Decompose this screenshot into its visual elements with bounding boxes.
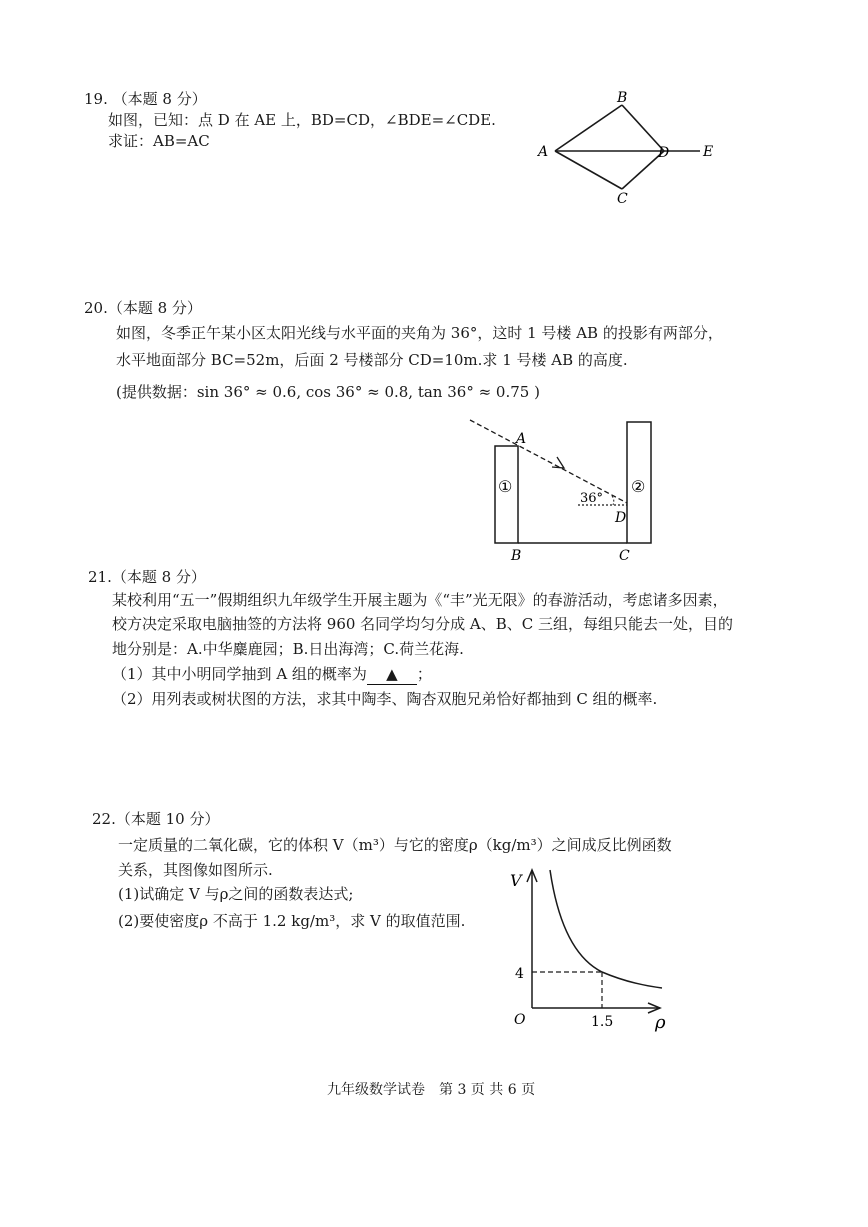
answer-blank: ▲ [367, 664, 417, 685]
y-tick-label: 4 [515, 966, 524, 982]
label-a: A [538, 144, 549, 160]
q22-heading: 22.（本题 10 分） [92, 810, 220, 828]
q22-line1: 一定质量的二氧化碳，它的体积 V（m³）与它的密度ρ（kg/m³）之间成反比例函数 [118, 836, 672, 854]
q20-data: (提供数据：sin 36° ≈ 0.6, cos 36° ≈ 0.8, tan 36° ≈ 0.75 ) [116, 383, 540, 401]
angle-label: 36° [580, 491, 604, 506]
building-2-label: ② [631, 477, 646, 496]
q21-heading: 21.（本题 8 分） [88, 568, 206, 586]
label-d: D [615, 510, 627, 526]
segment-ac [555, 151, 622, 189]
q19-prove: 求证：AB=AC [108, 132, 210, 150]
label-b: B [511, 548, 522, 564]
q22-line2: 关系，其图像如图所示. [118, 861, 273, 879]
q20-figure [460, 410, 680, 565]
q21-part1-end: ； [416, 665, 432, 683]
q21-line1: 某校利用“五一”假期组织九年级学生开展主题为《“丰”光无限》的春游活动，考虑诸多因素， [112, 591, 728, 609]
q21-part1-text: （1）其中小明同学抽到 A 组的概率为 [112, 665, 367, 683]
q22-part2: (2)要使密度ρ 不高于 1.2 kg/m³，求 V 的取值范围. [118, 912, 466, 930]
label-c: C [619, 548, 630, 564]
q21-part1 [112, 664, 432, 685]
label-c: C [617, 191, 628, 207]
building-1-label: ① [498, 477, 513, 496]
q21-part2: （2）用列表或树状图的方法，求其中陶李、陶杏双胞兄弟恰好都抽到 C 组的概率. [112, 690, 658, 708]
q22-graph [500, 862, 680, 1034]
q19-heading: 19. （本题 8 分） [84, 90, 207, 108]
origin-label: O [514, 1012, 526, 1028]
q21-line2: 校方决定采取电脑抽签的方法将 960 名同学均匀分成 A、B、C 三组，每组只能去一处，目的 [112, 615, 734, 633]
angle-arc [612, 496, 614, 505]
label-a: A [516, 431, 527, 447]
q22-part1: (1)试确定 V 与ρ之间的函数表达式; [118, 885, 354, 903]
label-b: B [617, 90, 628, 106]
q21-line3: 地分别是：A.中华麋鹿园；B.日出海湾；C.荷兰花海. [112, 640, 464, 658]
q20-line1: 如图，冬季正午某小区太阳光线与水平面的夹角为 36°，这时 1 号楼 AB 的投影有两部分， [116, 324, 723, 342]
sun-ray [470, 420, 627, 503]
label-d: D [658, 145, 670, 161]
x-axis-label: ρ [655, 1012, 666, 1033]
inverse-curve [550, 870, 662, 988]
q19-statement: 如图，已知：点 D 在 AE 上，BD=CD，∠BDE=∠CDE. [108, 111, 496, 129]
x-tick-label: 1.5 [591, 1014, 614, 1030]
page-footer: 九年级数学试卷 第 3 页 共 6 页 [327, 1082, 536, 1098]
y-axis-label: V [510, 871, 522, 890]
q20-heading: 20.（本题 8 分） [84, 299, 202, 317]
q20-line2: 水平地面部分 BC=52m，后面 2 号楼部分 CD=10m.求 1 号楼 AB 的高度. [116, 351, 628, 369]
q19-figure [530, 85, 730, 210]
segment-ab [555, 105, 622, 151]
label-e: E [703, 144, 714, 160]
